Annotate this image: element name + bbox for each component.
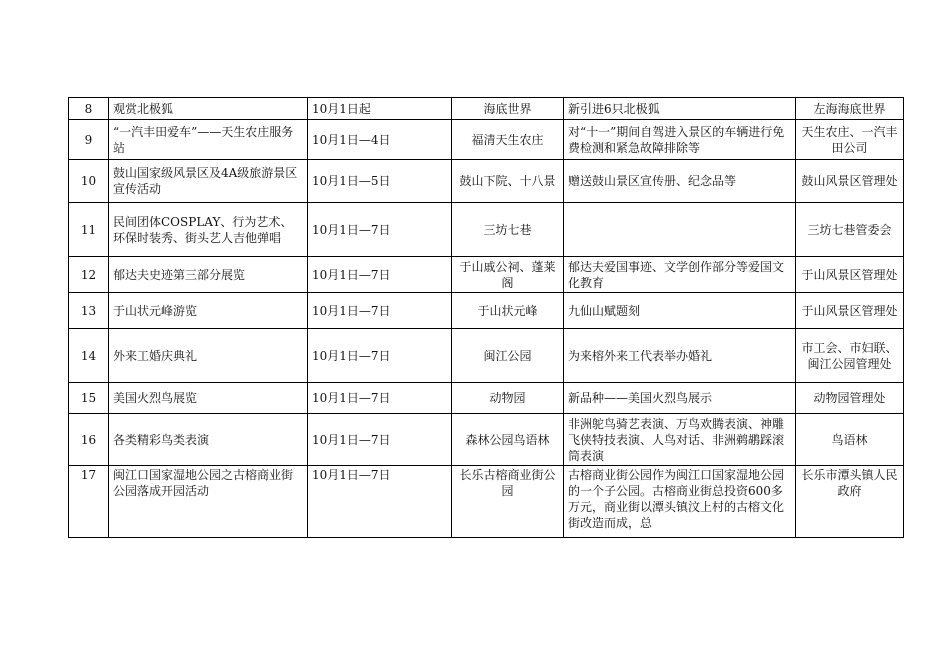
event-place: 闽江公园 xyxy=(452,329,564,383)
table-row xyxy=(69,329,904,383)
row-number: 10 xyxy=(69,160,109,203)
events-table xyxy=(68,97,904,538)
event-organizer: 于山风景区管理处 xyxy=(796,293,904,329)
row-number: 15 xyxy=(69,383,109,414)
event-name: 闽江口国家湿地公园之古榕商业街公园落成开园活动 xyxy=(109,466,308,538)
event-organizer: 鸟语林 xyxy=(796,414,904,466)
event-place: 森林公园鸟语林 xyxy=(452,414,564,466)
event-name: 于山状元峰游览 xyxy=(109,293,308,329)
event-content: 对“十一”期间自驾进入景区的车辆进行免费检测和紧急故障排除等 xyxy=(564,120,796,160)
event-name: “一汽丰田爱车”——天生农庄服务站 xyxy=(109,120,308,160)
row-number: 9 xyxy=(69,120,109,160)
table-row xyxy=(69,257,904,293)
event-content: 新引进6只北极狐 xyxy=(564,98,796,120)
row-number: 14 xyxy=(69,329,109,383)
event-organizer: 于山风景区管理处 xyxy=(796,257,904,293)
event-date: 10月1日—7日 xyxy=(308,203,452,257)
event-place: 动物园 xyxy=(452,383,564,414)
event-place: 三坊七巷 xyxy=(452,203,564,257)
event-content xyxy=(564,203,796,257)
row-number: 17 xyxy=(69,466,109,538)
event-date: 10月1日—5日 xyxy=(308,160,452,203)
event-name: 鼓山国家级风景区及4A级旅游景区宣传活动 xyxy=(109,160,308,203)
row-number: 8 xyxy=(69,98,109,120)
row-number: 16 xyxy=(69,414,109,466)
event-name: 外来工婚庆典礼 xyxy=(109,329,308,383)
table-row xyxy=(69,98,904,120)
event-date: 10月1日—7日 xyxy=(308,329,452,383)
event-date: 10月1日—7日 xyxy=(308,257,452,293)
event-name: 郁达夫史迹第三部分展览 xyxy=(109,257,308,293)
event-organizer: 天生农庄、一汽丰田公司 xyxy=(796,120,904,160)
event-content: 非洲鸵鸟骑艺表演、万鸟欢腾表演、神雕飞侠特技表演、人鸟对话、非洲鹈鹕踩滚筒表演 xyxy=(564,414,796,466)
event-date: 10月1日起 xyxy=(308,98,452,120)
table-row xyxy=(69,120,904,160)
event-place: 福清天生农庄 xyxy=(452,120,564,160)
event-organizer: 长乐市潭头镇人民政府 xyxy=(796,466,904,538)
event-date: 10月1日—7日 xyxy=(308,466,452,538)
row-number: 11 xyxy=(69,203,109,257)
event-name: 观赏北极狐 xyxy=(109,98,308,120)
event-place: 长乐古榕商业街公园 xyxy=(452,466,564,538)
event-content: 赠送鼓山景区宣传册、纪念品等 xyxy=(564,160,796,203)
table-row xyxy=(69,414,904,466)
table-row xyxy=(69,160,904,203)
event-date: 10月1日—7日 xyxy=(308,293,452,329)
event-content: 为来榕外来工代表举办婚礼 xyxy=(564,329,796,383)
event-content: 九仙山赋题刻 xyxy=(564,293,796,329)
event-content: 新品种——美国火烈鸟展示 xyxy=(564,383,796,414)
event-organizer: 左海海底世界 xyxy=(796,98,904,120)
event-name: 美国火烈鸟展览 xyxy=(109,383,308,414)
event-content: 古榕商业街公园作为闽江口国家湿地公园的一个子公园。古榕商业街总投资600多万元，商业街以潭头镇汶上村的古榕文化街改造而成，总 xyxy=(564,466,796,538)
row-number: 13 xyxy=(69,293,109,329)
table-row xyxy=(69,293,904,329)
event-organizer: 动物园管理处 xyxy=(796,383,904,414)
event-organizer: 三坊七巷管委会 xyxy=(796,203,904,257)
table-row xyxy=(69,203,904,257)
table-row xyxy=(69,383,904,414)
event-organizer: 市工会、市妇联、闽江公园管理处 xyxy=(796,329,904,383)
event-name: 各类精彩鸟类表演 xyxy=(109,414,308,466)
event-date: 10月1日—7日 xyxy=(308,383,452,414)
event-place: 于山状元峰 xyxy=(452,293,564,329)
row-number: 12 xyxy=(69,257,109,293)
table-row xyxy=(69,466,904,538)
event-place: 鼓山下院、十八景 xyxy=(452,160,564,203)
event-place: 于山戚公祠、蓬莱阁 xyxy=(452,257,564,293)
event-organizer: 鼓山风景区管理处 xyxy=(796,160,904,203)
event-date: 10月1日—7日 xyxy=(308,414,452,466)
event-date: 10月1日—4日 xyxy=(308,120,452,160)
event-content: 郁达夫爱国事迹、文学创作部分等爱国文化教育 xyxy=(564,257,796,293)
event-place: 海底世界 xyxy=(452,98,564,120)
event-name: 民间团体COSPLAY、行为艺术、环保时装秀、街头艺人吉他弹唱 xyxy=(109,203,308,257)
